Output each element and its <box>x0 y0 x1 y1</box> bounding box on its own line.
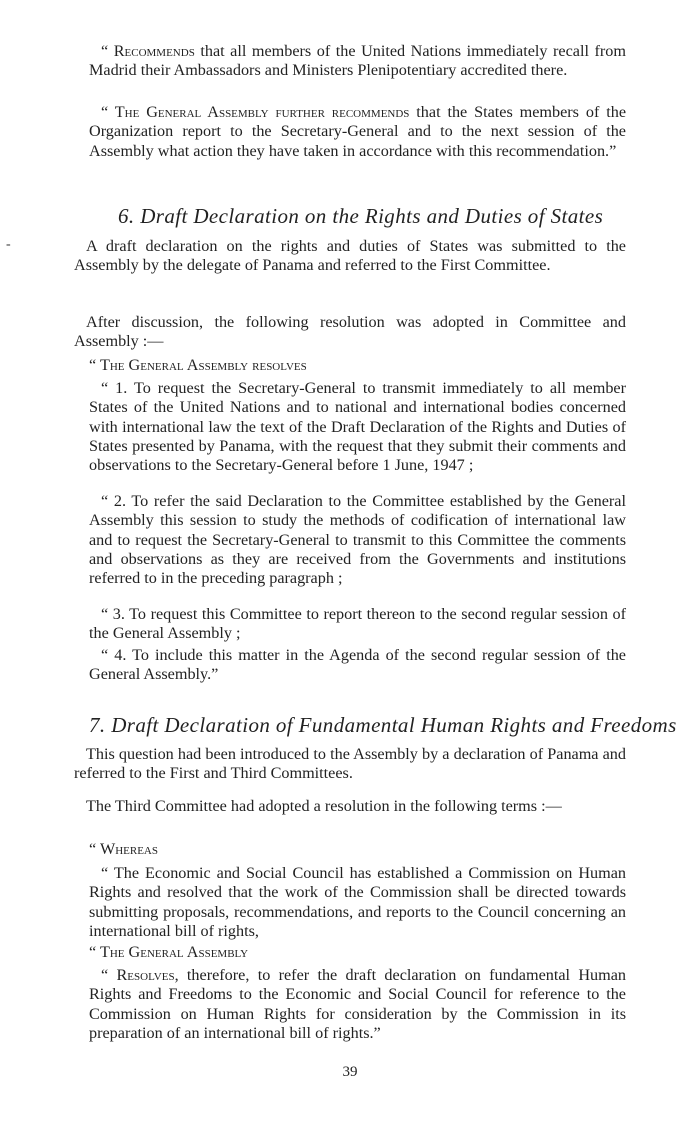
section-7-general-assembly: “ The General Assembly <box>89 943 249 961</box>
section-7-intro: This question had been introduced to the Assembly by a declaration of Panama and referred to the First and Third Committees. <box>74 745 626 783</box>
lead-further: “ The General Assembly further recommends <box>101 103 410 121</box>
section-7-whereas-text: “ The Economic and Social Council has established a Commission on Human Rights and resolved that the work of the Commission shall be directed towards submitting proposals, recommendations, and reports to the Council concerning an international bill of rights, <box>89 864 626 940</box>
margin-mark: - <box>6 237 11 252</box>
paragraph-further-recommends <box>89 103 626 161</box>
section-7-heading: 7. Draft Declaration of Fundamental Human Rights and Freedoms <box>89 713 677 737</box>
section-7-resolves: “ Resolves, therefore, to refer the draft declaration on fundamental Human Rights and Freedoms to the Economic and Social Council for reference to the Commission on Human Rights for consideration by the Commission in its preparation of an international bill of rights.” <box>89 966 626 1042</box>
section-6-heading: 6. Draft Declaration on the Rights and Duties of States <box>118 204 604 228</box>
section-6-item-4: “ 4. To include this matter in the Agenda of the second regular session of the General Assembly.” <box>89 646 626 684</box>
section-7-whereas: “ Whereas <box>89 840 158 858</box>
paragraph-recommends <box>89 42 626 81</box>
section-6-intro: A draft declaration on the rights and duties of States was submitted to the Assembly by the delegate of Panama and referred to the First Committee. <box>74 237 626 275</box>
page-number: 39 <box>342 1064 358 1080</box>
section-6-item-2: “ 2. To refer the said Declaration to the Committee established by the General Assembly this session to study the methods of codification of international law and to request the Secretary-General to transmit to this Committee the comments and observations as they are received from the Governments and institutions referred to in the preceding paragraph ; <box>89 492 626 588</box>
section-6-resolves: “ The General Assembly resolves <box>89 356 307 374</box>
lead-recommends: “ Recommends <box>101 42 195 60</box>
text-further: that the States members of the Organization report to the Secretary-General and to the next session of the Assembly what action they have taken in accordance with this recommendation.” <box>89 103 627 160</box>
section-6-item-3: “ 3. To request this Committee to report thereon to the second regular session of the General Assembly ; <box>89 605 626 643</box>
section-7-third-committee: The Third Committee had adopted a resolution in the following terms :— <box>86 797 562 815</box>
section-6-item-1: “ 1. To request the Secretary-General to transmit immediately to all member States of the United Nations and to national and international bodies concerned with international law the text of the Draft Declaration of the Rights and Duties of States presented by Panama, with the request that they submit their comments and observations to the Secretary-General before 1 June, 1947 ; <box>89 379 626 475</box>
section-6-after: After discussion, the following resolution was adopted in Committee and Assembly :— <box>74 313 626 351</box>
text-recommends: that all members of the United Nations immediately recall from Madrid their Ambassadors and Ministers Plenipotentiary accredited there. <box>89 42 626 80</box>
